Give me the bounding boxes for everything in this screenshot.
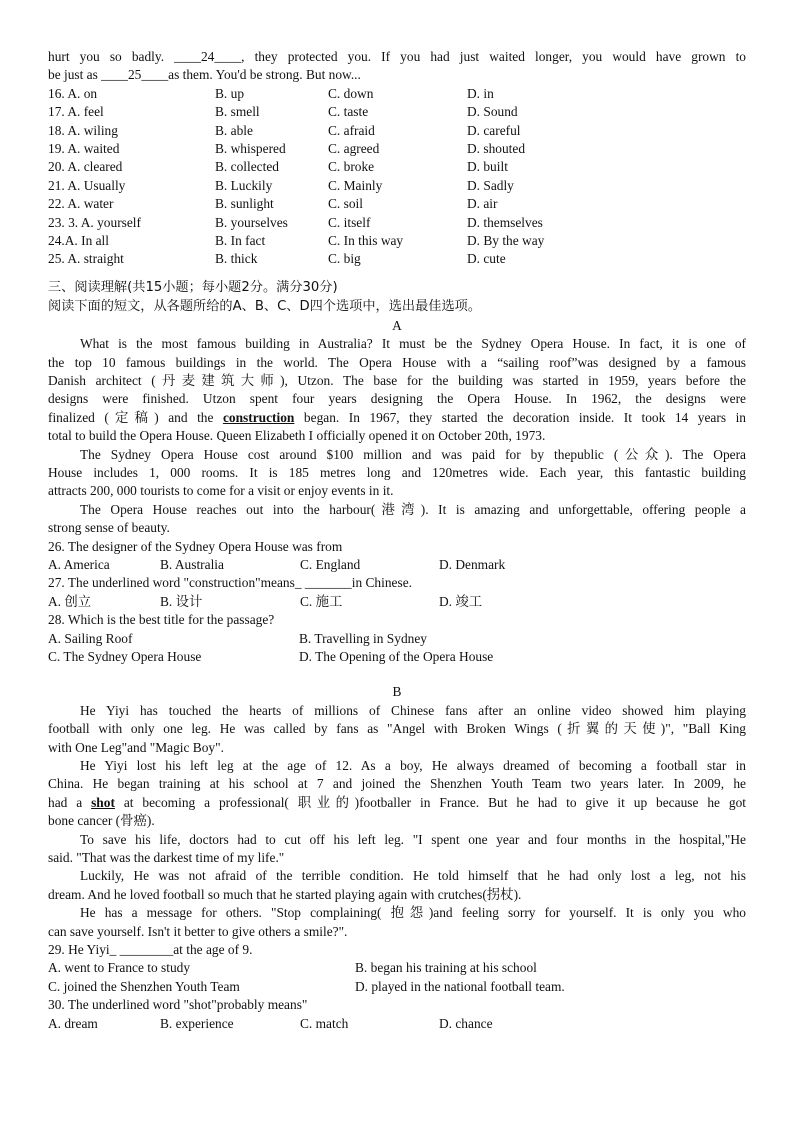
answer-options bbox=[48, 978, 746, 996]
option: C. down bbox=[328, 85, 374, 101]
option: B. Travelling in Sydney bbox=[299, 630, 427, 646]
passage-line: House includes 1, 000 rooms. It is 185 metres long and 120metres wide. Each year, this fantastic building bbox=[48, 464, 746, 480]
question-stem: 27. The underlined word "construction"means_ _______in Chinese. bbox=[48, 575, 412, 591]
passage-line bbox=[48, 409, 746, 427]
option: D. played in the national football team. bbox=[355, 978, 565, 994]
passage-line: He has a message for others. "Stop complaining( 抱怨)and feeling sorry for yourself. It is only you who bbox=[80, 905, 746, 921]
text-run: had a bbox=[48, 794, 92, 810]
passage-line: What is the most famous building in Australia? It must be the Sydney Opera House. In fact, it is one of bbox=[80, 336, 746, 352]
option: C. The Sydney Opera House bbox=[48, 648, 202, 664]
passage-line: To save his life, doctors had to cut off his left leg. "I spent one year and four months in the hospital,"He bbox=[80, 831, 746, 847]
text-run: at becoming a professional( 职业的)footballer in France. But he had to give it up because he got bbox=[114, 794, 746, 810]
option: A. America bbox=[48, 557, 110, 572]
option: D. built bbox=[467, 159, 508, 175]
passage-line: strong sense of beauty. bbox=[48, 520, 170, 536]
option: B. thick bbox=[215, 251, 258, 267]
option: D. shouted bbox=[467, 140, 526, 156]
option: 16. A. on bbox=[48, 85, 98, 101]
option-row-24 bbox=[48, 232, 746, 250]
passage-line: can save yourself. Isn't it better to give others a smile?". bbox=[48, 923, 348, 939]
option: B. able bbox=[215, 122, 253, 138]
option: C. soil bbox=[328, 196, 363, 212]
option: B. smell bbox=[215, 104, 260, 120]
passage-line: He Yiyi lost his left leg at the age of 12. As a boy, He always dreamed of becoming a football star in bbox=[80, 758, 746, 773]
passage-line: Danish architect (丹麦建筑大师), Utzon. The base for the building was started in 1959, years before the bbox=[48, 372, 746, 388]
text-run: finalized (定稿) and the bbox=[48, 409, 223, 425]
passage-line: attracts 200, 000 tourists to come for a visit or enjoy events in it. bbox=[48, 483, 394, 499]
option: C. itself bbox=[328, 214, 371, 230]
option: 18. A. wiling bbox=[48, 122, 118, 138]
option: D. chance bbox=[439, 1015, 493, 1031]
option: B. Luckily bbox=[215, 177, 273, 193]
underlined-word: construction bbox=[222, 409, 295, 425]
option: C. joined the Shenzhen Youth Team bbox=[48, 978, 240, 994]
option: B. began his training at his school bbox=[355, 960, 537, 976]
option-row-22 bbox=[48, 195, 746, 213]
option: D. By the way bbox=[467, 232, 545, 248]
option: 20. A. cleared bbox=[48, 159, 123, 175]
passage-a bbox=[48, 335, 746, 537]
option: 22. A. water bbox=[48, 196, 114, 212]
option-row-20 bbox=[48, 158, 746, 176]
underlined-word: shot bbox=[91, 794, 115, 810]
option: C. afraid bbox=[328, 122, 375, 138]
passage-line: China. He began training at his school at 7 and joined the Shenzhen Youth Team two years later. In 2009, he bbox=[48, 776, 746, 792]
option: C. big bbox=[328, 251, 361, 267]
option: C. agreed bbox=[328, 140, 380, 156]
option: D. themselves bbox=[467, 214, 543, 230]
option: D. careful bbox=[467, 122, 521, 138]
answer-options bbox=[48, 1015, 746, 1033]
passage-label: A bbox=[392, 317, 402, 333]
option-row-25 bbox=[48, 250, 746, 268]
option: C. England bbox=[300, 557, 361, 572]
question-stem: 30. The underlined word "shot"probably means" bbox=[48, 997, 308, 1013]
question-stem: 29. He Yiyi_ ________at the age of 9. bbox=[48, 942, 253, 958]
passage-line bbox=[48, 794, 746, 812]
option: 19. A. waited bbox=[48, 140, 120, 156]
option: B. collected bbox=[215, 159, 279, 175]
question-stem: 28. Which is the best title for the passage? bbox=[48, 612, 275, 628]
option: A. Sailing Roof bbox=[48, 630, 133, 646]
section-heading: 三、阅读理解(共15小题；每小题2分。满分30分) bbox=[48, 279, 338, 295]
option: A. went to France to study bbox=[48, 960, 191, 976]
option: B. whispered bbox=[215, 140, 286, 156]
option-row-16 bbox=[48, 85, 746, 103]
option: B. yourselves bbox=[215, 214, 288, 230]
option: D. Denmark bbox=[439, 557, 506, 572]
option: D. 竣工 bbox=[439, 593, 483, 609]
option: C. broke bbox=[328, 159, 375, 175]
questions-b bbox=[48, 941, 746, 1033]
answer-options bbox=[48, 648, 746, 666]
passage-line: He Yiyi has touched the hearts of millions of Chinese fans after an online video showed him playing bbox=[80, 702, 746, 718]
passage-line: bone cancer (骨癌). bbox=[48, 813, 155, 829]
option: C. 施工 bbox=[300, 593, 343, 609]
passage-line: with One Leg"and "Magic Boy". bbox=[48, 739, 224, 755]
option: B. 设计 bbox=[160, 593, 203, 609]
passage-line: dream. And he loved football so much that he started playing again with crutches(拐杖). bbox=[48, 886, 522, 902]
option: 21. A. Usually bbox=[48, 177, 126, 193]
passage-line: football with only one leg. He was called by fans as "Angel with Broken Wings (折翼的天使)", "Ball King bbox=[48, 721, 746, 737]
option-row-18 bbox=[48, 122, 746, 140]
questions-a bbox=[48, 538, 746, 667]
option: D. Sound bbox=[467, 104, 518, 120]
passage-line: The Sydney Opera House cost around $100 million and was paid for by thepublic (公众). The Opera bbox=[80, 446, 746, 462]
option-row-21 bbox=[48, 177, 746, 195]
option: D. Sadly bbox=[467, 177, 514, 193]
cloze-text-line: hurt you so badly. ____24____, they protected you. If you had just waited longer, you would have grown to bbox=[48, 49, 746, 64]
passage-line: total to build the Opera House. Queen Elizabeth I officially opened it on October 20th, 1973. bbox=[48, 428, 546, 444]
option: 24.A. In all bbox=[48, 232, 109, 248]
option: C. Mainly bbox=[328, 177, 383, 193]
option: C. match bbox=[300, 1015, 349, 1031]
passage-line: the top 10 famous buildings in the world. The Opera House with a “sailing roof”was designed by a famous bbox=[48, 354, 746, 370]
option: 23. 3. A. yourself bbox=[48, 214, 141, 230]
option: B. In fact bbox=[215, 232, 266, 248]
cloze-options bbox=[48, 85, 746, 269]
option: A. dream bbox=[48, 1015, 98, 1031]
section-instruction: 阅读下面的短文，从各题所给的A、B、C、D四个选项中，选出最佳选项。 bbox=[48, 299, 482, 315]
passage-label: B bbox=[392, 684, 402, 700]
passage-line: Luckily, He was not afraid of the terrible condition. He told himself that he had only lost a leg, not his bbox=[80, 868, 746, 884]
option: B. Australia bbox=[160, 557, 224, 572]
answer-options bbox=[48, 630, 746, 648]
text-run: began. In 1967, they started the decoration inside. It took 14 years in bbox=[294, 409, 746, 425]
option: D. The Opening of the Opera House bbox=[299, 648, 494, 664]
answer-options bbox=[48, 556, 746, 574]
option: B. experience bbox=[160, 1015, 234, 1031]
cloze-text-line: be just as ____25____as them. You'd be strong. But now... bbox=[48, 67, 361, 83]
passage-line: said. "That was the darkest time of my life." bbox=[48, 850, 285, 866]
answer-options bbox=[48, 593, 746, 611]
option: D. cute bbox=[467, 251, 506, 267]
option: C. taste bbox=[328, 104, 369, 120]
option: 17. A. feel bbox=[48, 104, 104, 120]
passage-b bbox=[48, 702, 746, 941]
option-row-17 bbox=[48, 103, 746, 121]
passage-line: The Opera House reaches out into the harbour(港湾). It is amazing and unforgettable, offering people a bbox=[80, 501, 746, 517]
answer-options bbox=[48, 959, 746, 977]
option: C. In this way bbox=[328, 232, 404, 248]
option: B. sunlight bbox=[215, 196, 274, 212]
option: D. in bbox=[467, 85, 494, 101]
option: 25. A. straight bbox=[48, 251, 124, 267]
question-stem: 26. The designer of the Sydney Opera House was from bbox=[48, 538, 343, 554]
passage-line: designs were finished. Utzon spent four years designing the Opera House. In 1962, the designs were bbox=[48, 391, 746, 407]
option-row-23 bbox=[48, 214, 746, 232]
exam-page bbox=[48, 48, 746, 1033]
option-row-19 bbox=[48, 140, 746, 158]
option: A. 创立 bbox=[48, 593, 92, 609]
option: B. up bbox=[215, 85, 245, 101]
option: D. air bbox=[467, 196, 498, 212]
